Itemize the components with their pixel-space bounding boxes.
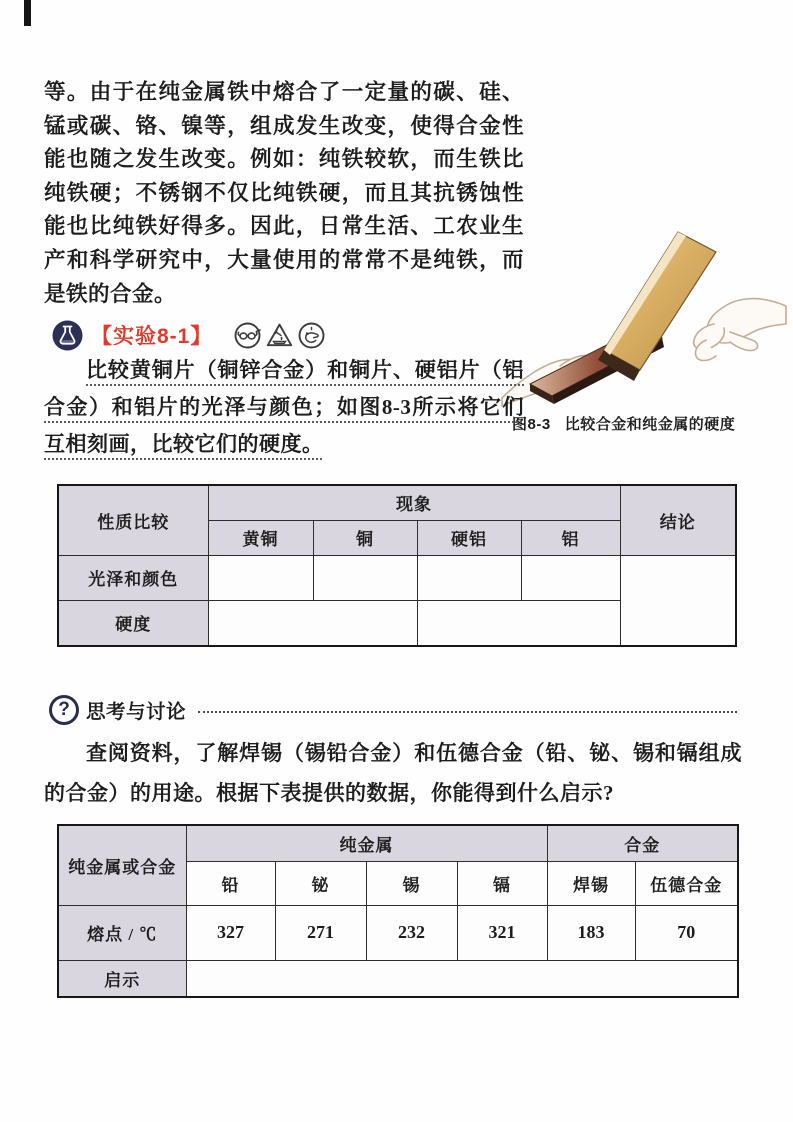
conclusion-header: 结论 [620, 485, 736, 555]
goggles-icon [234, 322, 261, 349]
experiment-instructions: 比较黄铜片（铜锌合金）和铜片、硬铝片（铝合金）和铝片的光泽与颜色；如图8-3所示将它们互相刻画，比较它们的硬度。 [44, 358, 524, 456]
discussion-header [49, 695, 739, 725]
row-label-melting-point: 熔点 / ℃ [58, 905, 186, 960]
column-header-lead: 铅 [186, 861, 275, 905]
intro-paragraph: 等。由于在纯金属铁中熔合了一定量的碳、硅、锰或碳、铬、镍等，组成发生改变，使得合金性能也随之发生改变。例如：纯铁较软，而生铁比纯铁硬；不锈钢不仅比纯铁硬，而且其抗锈蚀性能也比纯铁好得多。因此，日常生活、工农业生产和科学研究中，大量使用的常常不是纯铁，而是铁的合金。 [44, 80, 524, 306]
row-label-hardness: 硬度 [58, 600, 208, 646]
discussion-title: 思考与讨论 [86, 701, 187, 723]
melting-point-tin: 232 [366, 905, 457, 960]
safety-icon-row [234, 322, 325, 349]
experiment-label: 【实验8-1】 [91, 325, 213, 348]
row-label-hint: 启示 [58, 960, 186, 997]
melting-corner-header: 纯金属或合金 [58, 825, 186, 905]
hardness-duralumin-aluminum-cell[interactable] [417, 600, 620, 646]
pure-metal-group-header: 纯金属 [186, 825, 547, 861]
column-header-aluminum: 铝 [521, 520, 620, 555]
luster-duralumin-cell[interactable] [417, 555, 521, 600]
figure-8-3-illustration [500, 228, 790, 410]
scratching-hands-drawing [500, 228, 790, 410]
observation-table [57, 484, 737, 647]
column-header-solder: 焊锡 [547, 861, 635, 905]
column-header-bismuth: 铋 [275, 861, 366, 905]
melting-point-bismuth: 271 [275, 905, 366, 960]
luster-copper-cell[interactable] [313, 555, 417, 600]
column-header-tin: 锡 [366, 861, 457, 905]
column-header-duralumin: 硬铝 [417, 520, 521, 555]
melting-point-solder: 183 [547, 905, 635, 960]
melting-point-table [57, 824, 739, 998]
conclusion-cell[interactable] [620, 555, 736, 646]
flask-badge-icon [52, 320, 83, 351]
melting-point-woods-metal: 70 [635, 905, 738, 960]
right-hand-outline [694, 299, 786, 361]
experiment-header [52, 319, 325, 351]
figure-caption [512, 413, 735, 434]
column-header-cadmium: 镉 [457, 861, 547, 905]
scan-corner-mark [24, 0, 31, 26]
luster-aluminum-cell[interactable] [521, 555, 620, 600]
row-label-luster-color: 光泽和颜色 [58, 555, 208, 600]
figure-caption-label: 图8-3 [512, 416, 551, 433]
observe-corner-header: 性质比较 [58, 485, 208, 555]
melting-point-lead: 327 [186, 905, 275, 960]
corrosive-warning-icon [266, 322, 293, 349]
alloy-group-header: 合金 [547, 825, 738, 861]
dotted-leader-line [198, 711, 737, 713]
melting-point-cadmium: 321 [457, 905, 547, 960]
luster-brass-cell[interactable] [208, 555, 313, 600]
hint-answer-cell[interactable] [186, 960, 738, 997]
column-header-brass: 黄铜 [208, 520, 313, 555]
phenomenon-header: 现象 [208, 485, 620, 520]
discussion-text: 查阅资料，了解焊锡（锡铅合金）和伍德合金（铅、铋、锡和镉组成的合金）的用途。根据下表提供的数据，你能得到什么启示? [44, 741, 742, 805]
column-header-woods-metal: 伍德合金 [635, 861, 738, 905]
column-header-copper: 铜 [313, 520, 417, 555]
figure-caption-text: 比较合金和纯金属的硬度 [564, 416, 736, 433]
hardness-brass-copper-cell[interactable] [208, 600, 417, 646]
question-mark-icon: ? [49, 695, 79, 725]
hand-protection-icon [298, 322, 325, 349]
